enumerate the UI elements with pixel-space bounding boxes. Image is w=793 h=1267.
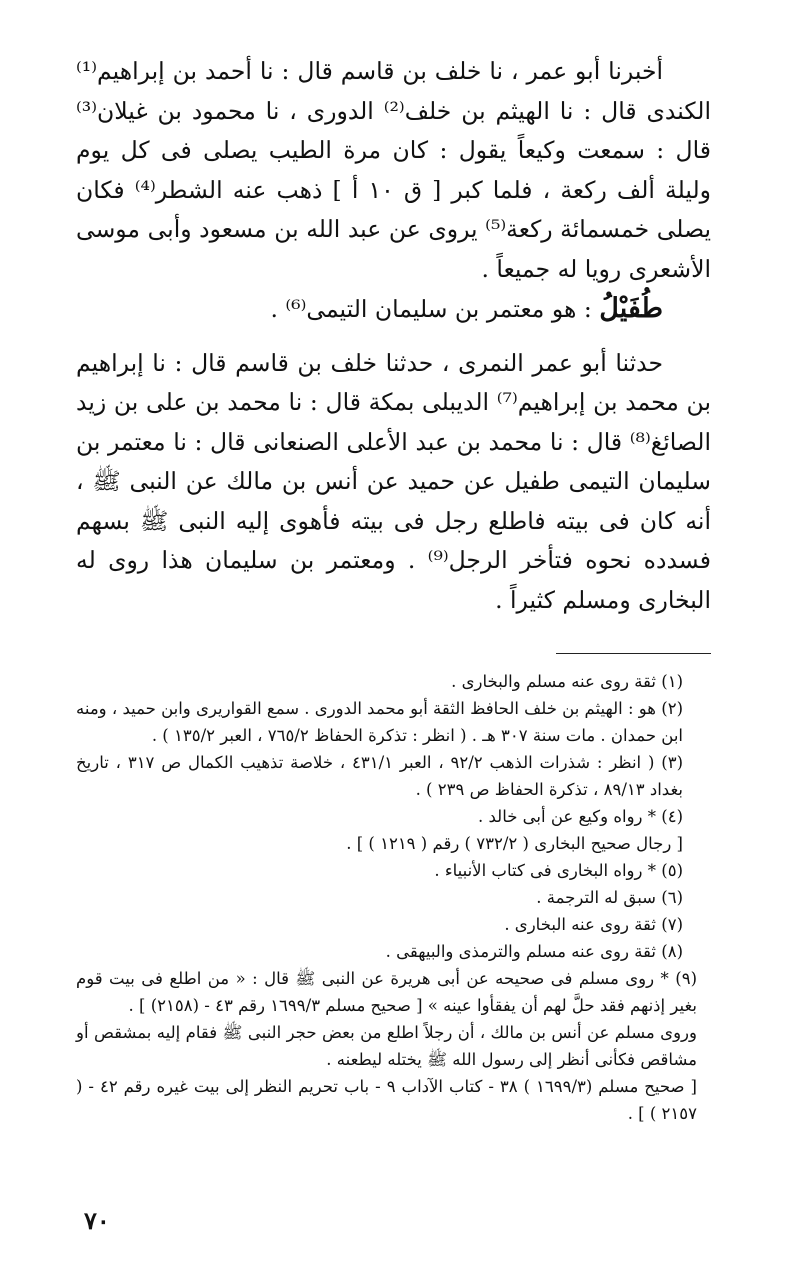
footnote: (٢) هو : الهيثم بن خلف الحافظ الثقة أبو محمد الدورى . سمع القواريرى وابن حميد ، ومنه ابن حمدان . مات سنة ٣٠٧ هـ . ( انظر : تذكرة الحفاظ ٧٦٥/٢ ، العبر ١٣٥/٢ ) . bbox=[76, 699, 683, 745]
entry-heading bbox=[76, 289, 711, 330]
footnote: (٦) سبق له الترجمة . bbox=[536, 888, 683, 907]
footnote: [ صحيح مسلم (١٦٩٩/٣ ) ٣٨ - كتاب الآداب ٩ - باب تحريم النظر إلى بيت غيره رقم ٤٢ - ( ٢١٥٧ ) ] . bbox=[76, 1077, 697, 1123]
footnote: (٥) * رواه البخارى فى كتاب الأنبياء . bbox=[434, 861, 683, 880]
footnote-divider bbox=[556, 653, 711, 654]
main-text bbox=[76, 52, 711, 620]
heading-word: طُفَيْلُ bbox=[599, 293, 663, 324]
paragraph-2: حدثنا أبو عمر النمرى ، حدثنا خلف بن قاسم قال : نا إبراهيم بن محمد بن إبراهيم⁽⁷⁾ الديبلى بمكة قال : نا محمد بن على بن زيد الصائغ⁽⁸⁾ قال : نا محمد بن عبد الأعلى الصنعانى قال : نا معتمر بن سليمان التيمى طفيل عن حميد عن أنس بن مالك عن النبى ﷺ ، أنه كان فى بيته فاطلع رجل فى بيته فأهوى إليه النبى ﷺ بسهم فسدده نحوه فتأخر الرجل⁽⁹⁾ . ومعتمر بن سليمان هذا روى له البخارى ومسلم كثيراً . bbox=[76, 348, 711, 614]
footnote: (٣) ( انظر : شذرات الذهب ٩٢/٢ ، العبر ٤٣١/١ ، خلاصة تذهيب الكمال ص ٣١٧ ، تاريخ بغداد ٨٩/١٣ ، تذكرة الحفاظ ص ٢٣٩ ) . bbox=[76, 753, 683, 799]
footnotes bbox=[76, 668, 711, 1127]
paragraph-1: أخبرنا أبو عمر ، نا خلف بن قاسم قال : نا أحمد بن إبراهيم⁽¹⁾ الكندى قال : نا الهيثم بن خلف⁽²⁾ الدورى ، نا محمود بن غيلان⁽³⁾ قال : سمعت وكيعاً يقول : كان مرة الطيب يصلى فى كل يوم وليلة ألف ركعة ، فلما كبر [ ق ١٠ أ ] ذهب عنه الشطر⁽⁴⁾ فكان يصلى خمسمائة ركعة⁽⁵⁾ يروى عن عبد الله بن مسعود وأبى موسى الأشعرى رويا له جميعاً . bbox=[76, 57, 711, 283]
footnote: [ رجال صحيح البخارى ( ٧٣٢/٢ ) رقم ( ١٢١٩ ) ] . bbox=[346, 834, 683, 853]
footnote: وروى مسلم عن أنس بن مالك ، أن رجلاً اطلع من بعض حجر النبى ﷺ فقام إليه بمشقص أو مشاقص فكأنى أنظر إلى رسول الله ﷺ يختله ليطعنه . bbox=[76, 1023, 697, 1069]
footnote: (١) ثقة روى عنه مسلم والبخارى . bbox=[451, 672, 683, 691]
page-number: ٧٠ bbox=[84, 1206, 110, 1235]
footnote: (٩) * روى مسلم فى صحيحه عن أبى هريرة عن النبى ﷺ قال : « من اطلع فى بيت قوم بغير إذنهم فقد حلَّ لهم أن يفقأوا عينه » [ صحيح مسلم ١٦٩٩/٣ رقم ٤٣ - (٢١٥٨) ] . bbox=[76, 969, 697, 1015]
footnote: (٤) * رواه وكيع عن أبى خالد . bbox=[478, 807, 683, 826]
footnote: (٧) ثقة روى عنه البخارى . bbox=[504, 915, 683, 934]
heading-rest: : هو معتمر بن سليمان التيمى⁽⁶⁾ . bbox=[270, 295, 600, 323]
footnote: (٨) ثقة روى عنه مسلم والترمذى والبيهقى . bbox=[385, 942, 683, 961]
